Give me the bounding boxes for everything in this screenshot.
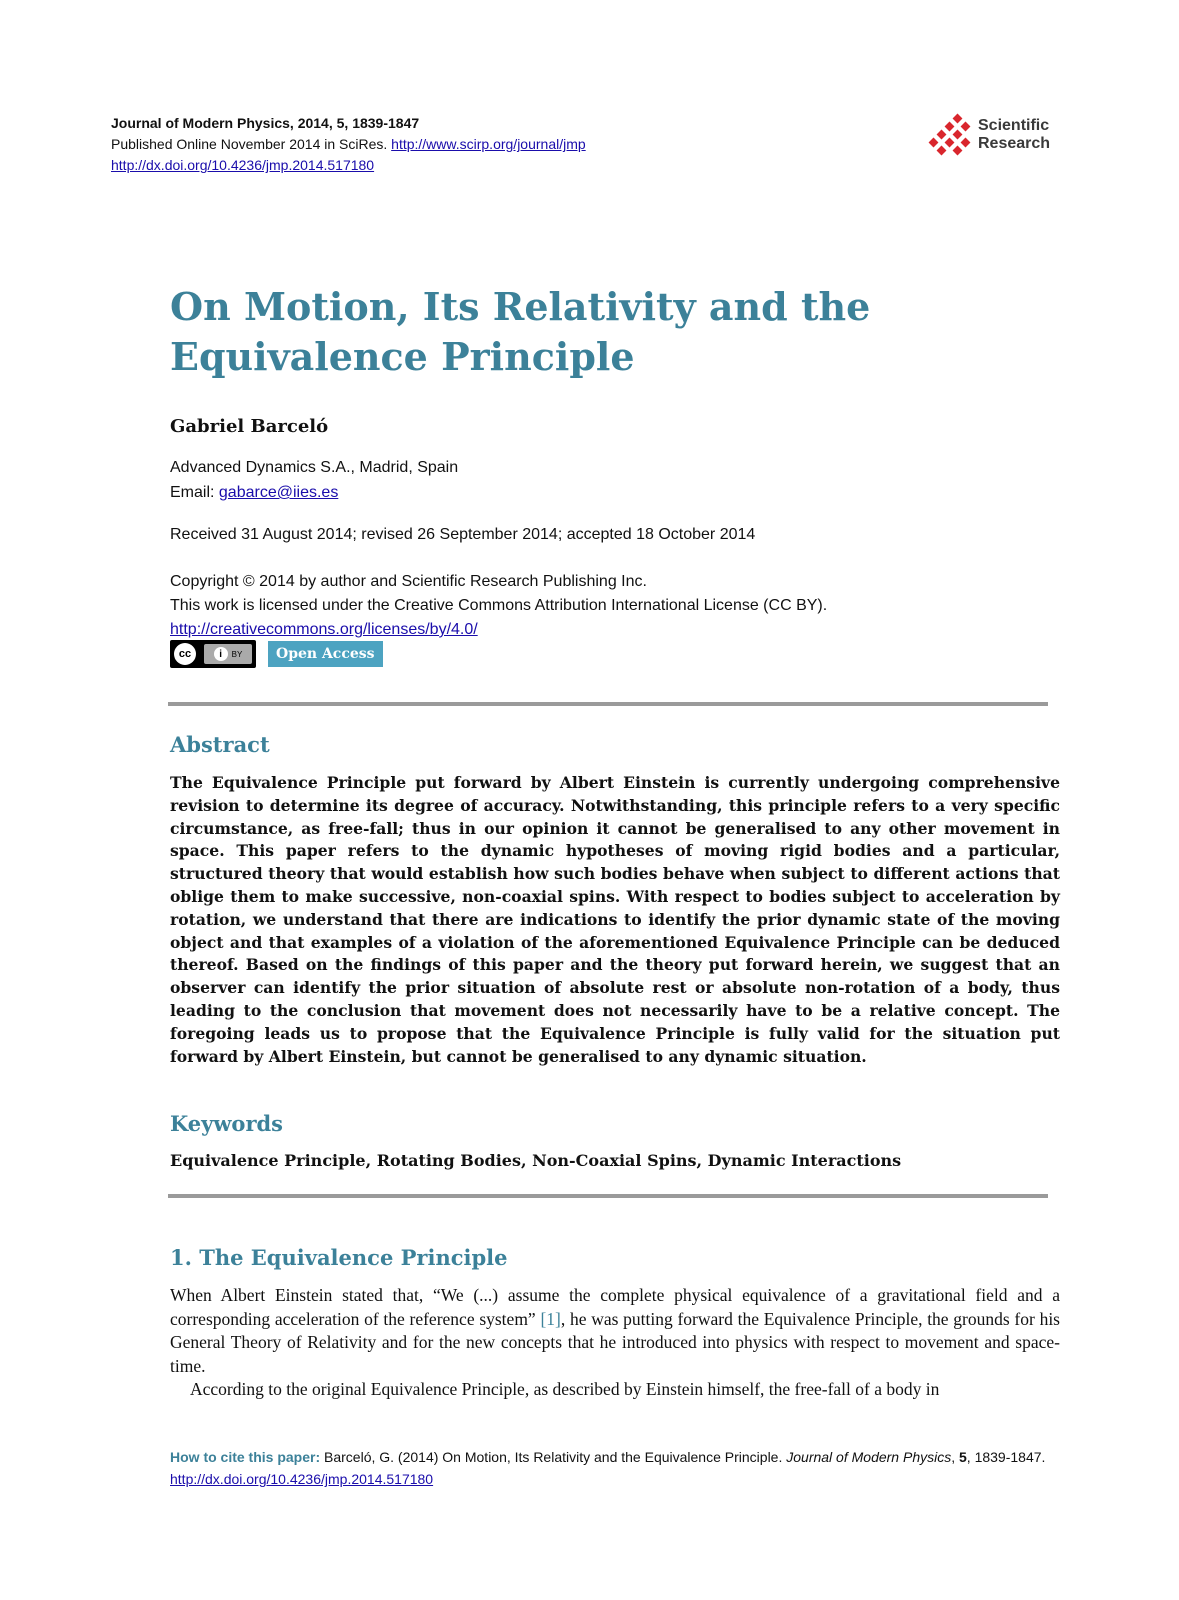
keywords-text: Equivalence Principle, Rotating Bodies, Non-Coaxial Spins, Dynamic Interactions (170, 1151, 902, 1170)
keywords-heading: Keywords (170, 1111, 284, 1136)
title-line1: On Motion, Its Relativity and the (170, 284, 871, 329)
journal-url-link[interactable]: http://www.scirp.org/journal/jmp (391, 136, 586, 152)
author-name: Gabriel Barceló (170, 416, 329, 437)
abstract-text: The Equivalence Principle put forward by Albert Einstein is currently undergoing comprehensive revision to determine its degree of accuracy. Notwithstanding, this principle refers to a very specific circumstance, as free-fall; thus in our opinion it cannot be generalised to any other movement in space. This paper refers to the dynamic hypotheses of moving rigid bodies and a particular, structured theory that would establish how such bodies behave when subject to different actions that oblige them to make successive, non-coaxial spins. With respect to bodies subject to acceleration by rotation, we understand that there are indications to identify the prior dynamic state of the moving object and that examples of a violation of the aforementioned Equivalence Principle can be deduced thereof. Based on the findings of this paper and the theory put forward herein, we suggest that an observer can identify the prior situation of absolute rest or absolute non-rotation of a body, thus leading to the conclusion that movement does not necessarily have to be a relative concept. The foregoing leads us to propose that the Equivalence Principle is fully valid for the situation put forward by Albert Einstein, but cannot be generalised to any dynamic situation. (170, 773, 1060, 1066)
published-line (111, 134, 586, 155)
how-to-cite (170, 1446, 1060, 1490)
cc-by-label: BY (231, 649, 243, 659)
section-1-paragraph-2: According to the original Equivalence Principle, as described by Einstein himself, the free-fall of a body in (190, 1379, 940, 1399)
copyright-block (170, 570, 1060, 642)
email-link[interactable]: gabarce@iies.es (218, 484, 339, 501)
email-line (170, 480, 1060, 505)
doi-link[interactable]: http://dx.doi.org/10.4236/jmp.2014.517180 (111, 157, 375, 173)
section-1-heading: 1. The Equivalence Principle (170, 1245, 508, 1270)
license-badges (170, 640, 383, 668)
title-line2: Equivalence Principle (170, 334, 635, 379)
cc-by-badge[interactable] (170, 640, 256, 668)
section-1-paragraph-1 (170, 1284, 1060, 1378)
abstract-heading: Abstract (170, 732, 270, 757)
affiliation: Advanced Dynamics S.A., Madrid, Spain (170, 459, 459, 476)
attribution-icon: i (214, 647, 228, 661)
affiliation-block (170, 455, 1060, 505)
logo-text (978, 117, 1050, 153)
cc-icon: cc (174, 643, 196, 665)
open-access-badge: Open Access (268, 641, 383, 667)
cite-pages: , 1839-1847. (966, 1449, 1046, 1465)
journal-header (111, 113, 586, 176)
cite-label: How to cite this paper: (170, 1449, 321, 1465)
journal-citation-line: Journal of Modern Physics, 2014, 5, 1839-1847 (111, 115, 420, 131)
license-line: This work is licensed under the Creative Commons Attribution International License (CC BY). (170, 597, 828, 614)
para1-text-a: When Albert Einstein stated that, “We (...) assume the complete physical equivalence of a gravitational field and a corresponding acceleration of the reference system” (170, 1285, 1060, 1329)
copyright-line: Copyright © 2014 by author and Scientific Research Publishing Inc. (170, 573, 647, 590)
logo-line2: Research (978, 135, 1051, 152)
cite-sep: , (951, 1449, 959, 1465)
cite-volume: 5 (959, 1449, 967, 1465)
email-label: Email: (170, 484, 219, 501)
published-text: Published Online November 2014 in SciRes. (111, 136, 392, 152)
cc-by-section (204, 644, 252, 664)
cite-doi-link[interactable]: http://dx.doi.org/10.4236/jmp.2014.517180 (170, 1471, 434, 1487)
paper-title (170, 282, 1060, 382)
license-link[interactable]: http://creativecommons.org/licenses/by/4.0/ (170, 621, 478, 638)
divider-top (168, 702, 1048, 706)
reference-link[interactable]: [1] (540, 1308, 561, 1329)
cite-journal: Journal of Modern Physics (786, 1449, 952, 1465)
received-dates: Received 31 August 2014; revised 26 September 2014; accepted 18 October 2014 (170, 526, 756, 543)
logo-line1: Scientific (978, 117, 1050, 134)
divider-bottom (168, 1194, 1048, 1198)
para1-text-b: , he was putting forward the Equivalence Principle, the grounds for his General Theory of Relativity and for the new concepts that he introduced into physics with respect to movement and space-time. (170, 1308, 1060, 1376)
scientific-research-logo (928, 113, 1050, 157)
logo-diamonds-icon (928, 113, 972, 157)
cite-text: Barceló, G. (2014) On Motion, Its Relativity and the Equivalence Principle. (320, 1449, 787, 1465)
